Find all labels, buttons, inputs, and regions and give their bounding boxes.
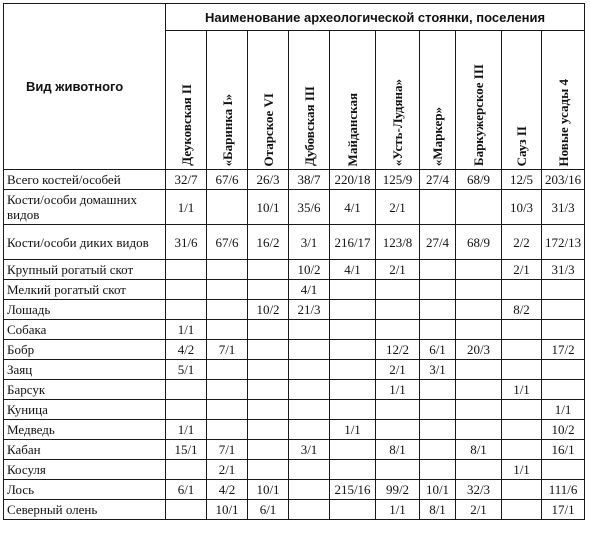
table-cell bbox=[502, 320, 542, 340]
table-cell bbox=[207, 190, 248, 225]
table-cell bbox=[330, 400, 376, 420]
table-cell bbox=[420, 460, 456, 480]
animal-label: Кости/особи домашних видов bbox=[4, 190, 166, 225]
table-cell bbox=[420, 380, 456, 400]
table-cell: 2/1 bbox=[376, 190, 420, 225]
table-cell: 1/1 bbox=[166, 320, 207, 340]
animal-label: Барсук bbox=[4, 380, 166, 400]
site-column-header bbox=[207, 31, 248, 170]
table-cell: 1/1 bbox=[502, 460, 542, 480]
table-cell: 7/1 bbox=[207, 440, 248, 460]
table-row bbox=[4, 360, 585, 380]
table-cell bbox=[456, 400, 502, 420]
animal-label: Косуля bbox=[4, 460, 166, 480]
site-column-header bbox=[542, 31, 585, 170]
animal-label: Бобр bbox=[4, 340, 166, 360]
table-cell: 10/2 bbox=[542, 420, 585, 440]
animal-label: Лось bbox=[4, 480, 166, 500]
table-cell bbox=[376, 460, 420, 480]
table-cell: 3/1 bbox=[289, 225, 330, 260]
table-row bbox=[4, 400, 585, 420]
table-cell: 32/3 bbox=[456, 480, 502, 500]
table-cell: 1/1 bbox=[166, 420, 207, 440]
table-cell: 35/6 bbox=[289, 190, 330, 225]
table-cell bbox=[456, 280, 502, 300]
table-cell bbox=[248, 260, 289, 280]
table-cell bbox=[456, 190, 502, 225]
table-cell: 8/1 bbox=[420, 500, 456, 520]
table-cell bbox=[330, 320, 376, 340]
table-cell bbox=[248, 280, 289, 300]
table-cell bbox=[207, 400, 248, 420]
table-cell: 123/8 bbox=[376, 225, 420, 260]
table-cell bbox=[289, 480, 330, 500]
table-row bbox=[4, 440, 585, 460]
table-cell: 12/5 bbox=[502, 170, 542, 190]
table-cell: 10/1 bbox=[207, 500, 248, 520]
site-name: «Усть-Лудяна» bbox=[390, 78, 405, 166]
table-cell bbox=[542, 300, 585, 320]
table-cell bbox=[207, 420, 248, 440]
table-cell bbox=[376, 400, 420, 420]
site-column-header bbox=[376, 31, 420, 170]
table-cell bbox=[420, 400, 456, 420]
table-cell bbox=[289, 380, 330, 400]
site-name: Дубовская III bbox=[301, 86, 317, 166]
table-cell: 31/6 bbox=[166, 225, 207, 260]
table-row bbox=[4, 190, 585, 225]
table-cell bbox=[376, 420, 420, 440]
table-cell bbox=[502, 480, 542, 500]
table-cell bbox=[502, 420, 542, 440]
table-cell: 26/3 bbox=[248, 170, 289, 190]
animal-label: Медведь bbox=[4, 420, 166, 440]
table-cell bbox=[502, 400, 542, 420]
site-name: Новые усады 4 bbox=[555, 78, 571, 166]
table-cell: 12/2 bbox=[376, 340, 420, 360]
table-cell bbox=[248, 320, 289, 340]
animal-label: Северный олень bbox=[4, 500, 166, 520]
table-cell bbox=[289, 400, 330, 420]
table-cell bbox=[248, 420, 289, 440]
table-cell bbox=[542, 360, 585, 380]
table-cell bbox=[289, 460, 330, 480]
table-cell bbox=[289, 340, 330, 360]
site-name: Деуковская II bbox=[178, 84, 194, 166]
animal-label: Заяц bbox=[4, 360, 166, 380]
fauna-table bbox=[3, 3, 585, 520]
table-row bbox=[4, 320, 585, 340]
table-cell: 4/1 bbox=[289, 280, 330, 300]
table-cell: 4/1 bbox=[330, 260, 376, 280]
table-cell bbox=[207, 360, 248, 380]
table-cell: 27/4 bbox=[420, 225, 456, 260]
table-cell: 8/2 bbox=[502, 300, 542, 320]
table-cell bbox=[542, 380, 585, 400]
site-column-header bbox=[456, 31, 502, 170]
table-cell bbox=[502, 500, 542, 520]
table-cell bbox=[420, 440, 456, 460]
table-row bbox=[4, 260, 585, 280]
table-cell: 67/6 bbox=[207, 225, 248, 260]
table-cell: 16/2 bbox=[248, 225, 289, 260]
table-cell: 2/1 bbox=[207, 460, 248, 480]
animal-label: Мелкий рогатый скот bbox=[4, 280, 166, 300]
table-cell: 31/3 bbox=[542, 260, 585, 280]
animal-column-header: Вид животного bbox=[4, 4, 166, 170]
site-name: «Маркер» bbox=[430, 106, 445, 166]
table-cell bbox=[166, 500, 207, 520]
table-cell bbox=[248, 340, 289, 360]
table-row bbox=[4, 170, 585, 190]
table-cell bbox=[456, 420, 502, 440]
site-name: «Баринка I» bbox=[219, 93, 235, 166]
site-column-header bbox=[289, 31, 330, 170]
site-column-header bbox=[502, 31, 542, 170]
table-cell: 10/3 bbox=[502, 190, 542, 225]
table-cell: 10/1 bbox=[248, 480, 289, 500]
table-cell: 1/1 bbox=[376, 500, 420, 520]
table-cell bbox=[456, 460, 502, 480]
table-row bbox=[4, 280, 585, 300]
table-cell bbox=[248, 400, 289, 420]
table-cell bbox=[502, 360, 542, 380]
table-cell bbox=[456, 380, 502, 400]
table-cell: 111/6 bbox=[542, 480, 585, 500]
animal-label: Лошадь bbox=[4, 300, 166, 320]
table-cell: 4/2 bbox=[207, 480, 248, 500]
table-cell: 10/2 bbox=[289, 260, 330, 280]
site-name: Баркужерское III bbox=[471, 63, 486, 166]
table-cell bbox=[166, 280, 207, 300]
table-cell: 6/1 bbox=[248, 500, 289, 520]
table-cell bbox=[376, 300, 420, 320]
site-name: Отарское VI bbox=[260, 92, 276, 166]
site-column-header bbox=[330, 31, 376, 170]
table-cell bbox=[207, 380, 248, 400]
table-cell: 2/2 bbox=[502, 225, 542, 260]
table-cell: 215/16 bbox=[330, 480, 376, 500]
table-cell: 172/13 bbox=[542, 225, 585, 260]
table-cell: 220/18 bbox=[330, 170, 376, 190]
table-cell bbox=[207, 280, 248, 300]
table-cell bbox=[376, 280, 420, 300]
table-cell bbox=[456, 300, 502, 320]
table-cell bbox=[289, 420, 330, 440]
table-cell: 1/1 bbox=[166, 190, 207, 225]
table-cell bbox=[420, 280, 456, 300]
table-cell bbox=[330, 300, 376, 320]
table-row bbox=[4, 300, 585, 320]
table-cell: 3/1 bbox=[289, 440, 330, 460]
table-cell bbox=[166, 400, 207, 420]
table-cell: 2/1 bbox=[456, 500, 502, 520]
table-cell bbox=[456, 260, 502, 280]
table-cell: 17/1 bbox=[542, 500, 585, 520]
table-cell: 10/1 bbox=[248, 190, 289, 225]
table-row bbox=[4, 500, 585, 520]
table-cell: 4/1 bbox=[330, 190, 376, 225]
table-cell bbox=[330, 440, 376, 460]
table-cell: 16/1 bbox=[542, 440, 585, 460]
table-cell: 1/1 bbox=[330, 420, 376, 440]
table-cell bbox=[248, 360, 289, 380]
table-cell bbox=[330, 380, 376, 400]
table-cell: 10/2 bbox=[248, 300, 289, 320]
table-cell bbox=[289, 320, 330, 340]
table-cell: 68/9 bbox=[456, 170, 502, 190]
table-cell: 17/2 bbox=[542, 340, 585, 360]
table-cell: 68/9 bbox=[456, 225, 502, 260]
animal-label: Кости/особи диких видов bbox=[4, 225, 166, 260]
animal-label: Всего костей/особей bbox=[4, 170, 166, 190]
table-cell bbox=[248, 380, 289, 400]
table-cell: 32/7 bbox=[166, 170, 207, 190]
table-cell: 6/1 bbox=[420, 340, 456, 360]
table-cell: 6/1 bbox=[166, 480, 207, 500]
table-cell bbox=[542, 280, 585, 300]
table-cell bbox=[166, 300, 207, 320]
animal-label: Кабан bbox=[4, 440, 166, 460]
table-cell: 203/16 bbox=[542, 170, 585, 190]
table-cell bbox=[289, 360, 330, 380]
site-name: Сауз II bbox=[514, 125, 529, 166]
table-cell bbox=[289, 500, 330, 520]
table-cell: 20/3 bbox=[456, 340, 502, 360]
animal-label: Куница bbox=[4, 400, 166, 420]
table-cell bbox=[542, 460, 585, 480]
table-cell bbox=[207, 300, 248, 320]
table-row bbox=[4, 340, 585, 360]
table-cell bbox=[420, 190, 456, 225]
table-cell: 5/1 bbox=[166, 360, 207, 380]
table-cell: 67/6 bbox=[207, 170, 248, 190]
table-row bbox=[4, 480, 585, 500]
table-cell bbox=[207, 260, 248, 280]
table-cell bbox=[248, 460, 289, 480]
table-cell bbox=[502, 280, 542, 300]
table-cell: 10/1 bbox=[420, 480, 456, 500]
table-cell: 7/1 bbox=[207, 340, 248, 360]
table-body bbox=[4, 170, 585, 520]
table-row bbox=[4, 420, 585, 440]
table-cell bbox=[502, 440, 542, 460]
table-cell bbox=[376, 320, 420, 340]
table-row bbox=[4, 460, 585, 480]
table-cell bbox=[456, 360, 502, 380]
table-cell: 21/3 bbox=[289, 300, 330, 320]
table-cell bbox=[207, 320, 248, 340]
table-cell: 216/17 bbox=[330, 225, 376, 260]
table-cell: 27/4 bbox=[420, 170, 456, 190]
site-group-header: Наименование археологической стоянки, поселения bbox=[166, 4, 585, 31]
header-row-group bbox=[4, 4, 585, 31]
table-cell: 3/1 bbox=[420, 360, 456, 380]
table-cell: 2/1 bbox=[376, 360, 420, 380]
table-row bbox=[4, 225, 585, 260]
table-cell bbox=[248, 440, 289, 460]
table-cell bbox=[166, 380, 207, 400]
table-cell bbox=[542, 320, 585, 340]
site-column-header bbox=[420, 31, 456, 170]
table-cell: 38/7 bbox=[289, 170, 330, 190]
table-cell bbox=[330, 280, 376, 300]
site-column-header bbox=[248, 31, 289, 170]
table-cell: 125/9 bbox=[376, 170, 420, 190]
table-cell bbox=[166, 260, 207, 280]
table-cell: 1/1 bbox=[502, 380, 542, 400]
table-cell bbox=[502, 340, 542, 360]
table-cell: 1/1 bbox=[376, 380, 420, 400]
table-cell bbox=[420, 320, 456, 340]
table-cell: 99/2 bbox=[376, 480, 420, 500]
table-cell: 1/1 bbox=[542, 400, 585, 420]
table-cell bbox=[330, 500, 376, 520]
table-cell bbox=[420, 420, 456, 440]
table-cell: 8/1 bbox=[456, 440, 502, 460]
table-cell: 8/1 bbox=[376, 440, 420, 460]
table-cell: 2/1 bbox=[376, 260, 420, 280]
site-column-header bbox=[166, 31, 207, 170]
table-cell bbox=[330, 360, 376, 380]
table-cell: 31/3 bbox=[542, 190, 585, 225]
site-name: Майданская bbox=[345, 92, 360, 166]
table-cell bbox=[420, 260, 456, 280]
table-cell: 15/1 bbox=[166, 440, 207, 460]
table-cell bbox=[420, 300, 456, 320]
table-cell bbox=[330, 460, 376, 480]
table-cell bbox=[330, 340, 376, 360]
animal-label: Крупный рогатый скот bbox=[4, 260, 166, 280]
table-cell: 2/1 bbox=[502, 260, 542, 280]
table-cell bbox=[166, 460, 207, 480]
table-row bbox=[4, 380, 585, 400]
table-cell bbox=[456, 320, 502, 340]
table-cell: 4/2 bbox=[166, 340, 207, 360]
animal-label: Собака bbox=[4, 320, 166, 340]
